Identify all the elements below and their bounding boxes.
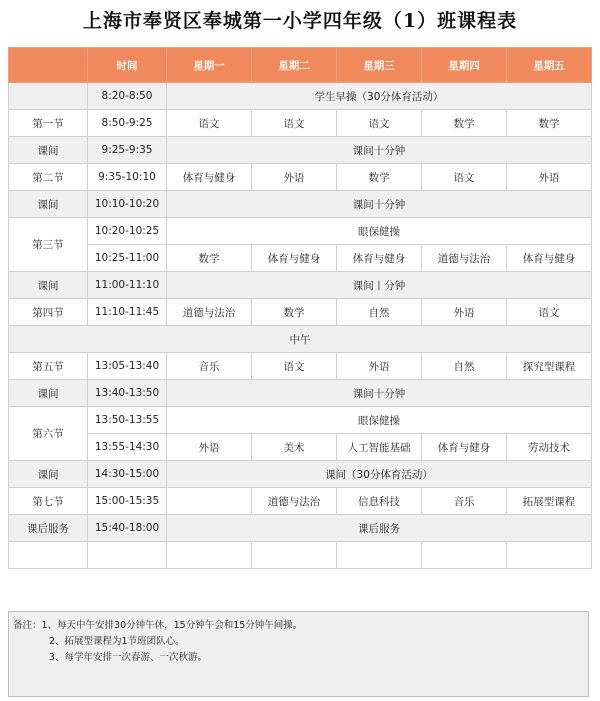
subject-cell: 数学 <box>252 299 337 326</box>
header-friday: 星期五 <box>507 48 592 83</box>
subject-cell: 人工智能基础 <box>337 434 422 461</box>
period-label: 第二节 <box>9 164 88 191</box>
time-cell: 9:35-10:10 <box>88 164 167 191</box>
time-cell: 11:10-11:45 <box>88 299 167 326</box>
note-line-3: 3、每学年安排一次春游、一次秋游。 <box>49 652 208 663</box>
period-label: 课后服务 <box>9 515 88 542</box>
subject-cell: 数学 <box>337 164 422 191</box>
time-cell: 10:20-10:25 <box>88 218 167 245</box>
subject-cell: 体育与健身 <box>167 164 252 191</box>
notes-box <box>8 611 589 697</box>
time-cell: 10:10-10:20 <box>88 191 167 218</box>
header-cell <box>9 48 88 83</box>
table-row-break-2 <box>9 191 592 218</box>
time-cell: 15:40-18:00 <box>88 515 167 542</box>
time-cell: 8:50-9:25 <box>88 110 167 137</box>
activity-cell: 课间十分钟 <box>167 191 592 218</box>
subject-cell: 体育与健身 <box>337 245 422 272</box>
activity-cell: 课间（30分体育活动） <box>167 461 592 488</box>
table-row-morning <box>9 83 592 110</box>
period-label: 第七节 <box>9 488 88 515</box>
time-cell: 11:00-11:10 <box>88 272 167 299</box>
activity-cell: 课后服务 <box>167 515 592 542</box>
empty-cell <box>88 542 167 569</box>
subject-cell: 外语 <box>422 299 507 326</box>
table-row-period-3-eye <box>9 218 592 245</box>
subject-cell: 信息科技 <box>337 488 422 515</box>
period-label: 第三节 <box>9 218 88 272</box>
empty-cell <box>507 542 592 569</box>
header-thursday: 星期四 <box>422 48 507 83</box>
period-label: 课间 <box>9 191 88 218</box>
subject-cell: 美术 <box>252 434 337 461</box>
table-row-break-5 <box>9 380 592 407</box>
note-line-1: 备注：1、每天中午安排30分钟午休，15分钟午会和15分钟午间操。 <box>13 620 303 631</box>
subject-cell: 数学 <box>422 110 507 137</box>
subject-cell: 外语 <box>167 434 252 461</box>
subject-cell: 语文 <box>337 110 422 137</box>
table-row-period-6 <box>9 434 592 461</box>
table-row-break-1 <box>9 137 592 164</box>
table-row-period-1 <box>9 110 592 137</box>
activity-cell: 眼保健操 <box>167 218 592 245</box>
subject-cell: 自然 <box>337 299 422 326</box>
activity-cell: 课间丨分钟 <box>167 272 592 299</box>
subject-cell: 音乐 <box>422 488 507 515</box>
table-row-noon <box>9 326 592 353</box>
subject-cell: 音乐 <box>167 353 252 380</box>
table-row-period-6-eye <box>9 407 592 434</box>
empty-cell <box>9 542 88 569</box>
empty-cell <box>337 542 422 569</box>
time-cell: 15:00-15:35 <box>88 488 167 515</box>
table-row-period-2 <box>9 164 592 191</box>
schedule-table <box>8 47 592 569</box>
time-cell: 13:40-13:50 <box>88 380 167 407</box>
subject-cell: 数学 <box>167 245 252 272</box>
table-row-period-3 <box>9 245 592 272</box>
table-row-empty <box>9 542 592 569</box>
subject-cell: 外语 <box>337 353 422 380</box>
subject-cell: 体育与健身 <box>422 434 507 461</box>
time-cell: 13:50-13:55 <box>88 407 167 434</box>
subject-cell: 自然 <box>422 353 507 380</box>
empty-cell <box>422 542 507 569</box>
subject-cell: 语文 <box>167 110 252 137</box>
subject-cell: 外语 <box>507 164 592 191</box>
empty-cell <box>252 542 337 569</box>
noon-cell: 中午 <box>9 326 592 353</box>
time-cell: 14:30-15:00 <box>88 461 167 488</box>
subject-cell: 数学 <box>507 110 592 137</box>
subject-cell: 语文 <box>507 299 592 326</box>
time-cell: 10:25-11:00 <box>88 245 167 272</box>
subject-cell: 劳动技术 <box>507 434 592 461</box>
table-row-period-7 <box>9 488 592 515</box>
time-cell: 8:20-8:50 <box>88 83 167 110</box>
empty-cell <box>167 542 252 569</box>
time-cell: 9:25-9:35 <box>88 137 167 164</box>
period-label: 第四节 <box>9 299 88 326</box>
table-row-period-4 <box>9 299 592 326</box>
subject-cell: 体育与健身 <box>507 245 592 272</box>
table-row-break-3 <box>9 272 592 299</box>
header-time: 时间 <box>88 48 167 83</box>
subject-cell: 外语 <box>252 164 337 191</box>
subject-cell: 体育与健身 <box>252 245 337 272</box>
note-line-2: 2、拓展型课程为1节班团队心。 <box>49 636 185 647</box>
time-cell: 13:05-13:40 <box>88 353 167 380</box>
period-label: 第五节 <box>9 353 88 380</box>
subject-cell: 道德与法治 <box>252 488 337 515</box>
period-label: 课间 <box>9 137 88 164</box>
subject-cell: 语文 <box>422 164 507 191</box>
activity-cell: 课间十分钟 <box>167 380 592 407</box>
activity-cell: 课间十分钟 <box>167 137 592 164</box>
period-label <box>9 83 88 110</box>
subject-cell: 语文 <box>252 353 337 380</box>
time-cell: 13:55-14:30 <box>88 434 167 461</box>
subject-cell: 语文 <box>252 110 337 137</box>
page-title: 上海市奉贤区奉城第一小学四年级（1）班课程表 <box>82 10 518 32</box>
period-label: 第一节 <box>9 110 88 137</box>
header-wednesday: 星期三 <box>337 48 422 83</box>
activity-cell: 眼保健操 <box>167 407 592 434</box>
period-label: 课间 <box>9 272 88 299</box>
period-label: 第六节 <box>9 407 88 461</box>
table-header-row <box>9 48 592 83</box>
subject-cell: 拓展型课程 <box>507 488 592 515</box>
subject-cell: 探究型课程 <box>507 353 592 380</box>
header-tuesday: 星期二 <box>252 48 337 83</box>
table-row-after-school <box>9 515 592 542</box>
period-label: 课间 <box>9 461 88 488</box>
subject-cell: 道德与法治 <box>167 299 252 326</box>
table-row-period-5 <box>9 353 592 380</box>
header-monday: 星期一 <box>167 48 252 83</box>
activity-cell: 学生早操（30分体育活动） <box>167 83 592 110</box>
table-row-break-6 <box>9 461 592 488</box>
subject-cell <box>167 488 252 515</box>
subject-cell: 道德与法治 <box>422 245 507 272</box>
period-label: 课间 <box>9 380 88 407</box>
